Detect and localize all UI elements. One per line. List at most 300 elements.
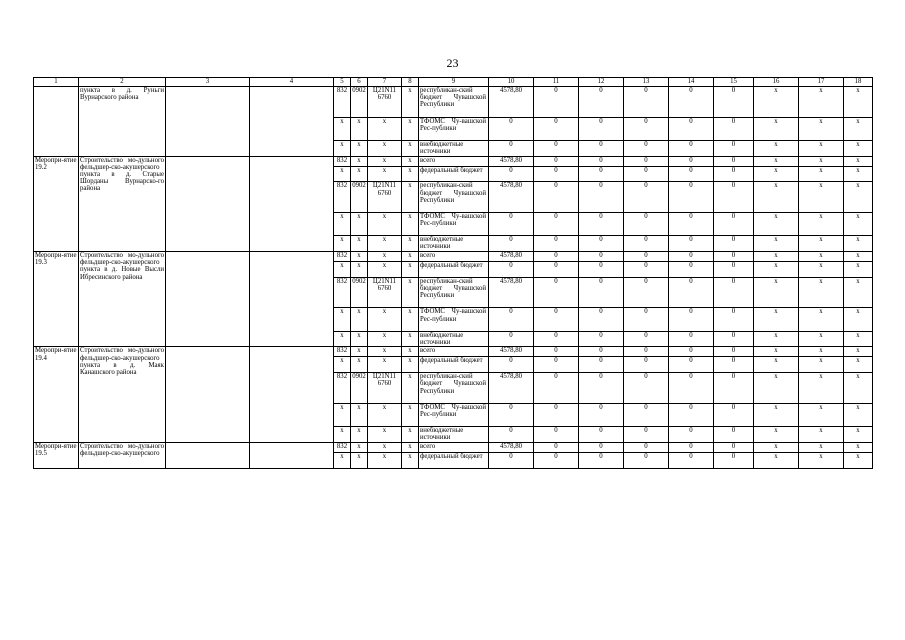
amount-2023: 0 <box>669 403 714 426</box>
funding-source: республикан-ский бюджет Чувашской Республики <box>419 277 489 308</box>
amount-2020: 0 <box>534 251 579 261</box>
csr-code: x <box>368 261 402 277</box>
amount-2026-2030: x <box>799 277 844 308</box>
amount-2025: x <box>754 261 799 277</box>
amount-2024: 0 <box>714 166 754 182</box>
amount-2026-2030: x <box>799 236 844 252</box>
amount-2024: 0 <box>714 347 754 357</box>
amount-2025: x <box>754 140 799 156</box>
csr-code: Ц21N11 6760 <box>368 277 402 308</box>
amount-2021: 0 <box>579 347 624 357</box>
amount-2026-2030: x <box>799 403 844 426</box>
vr-code: x <box>402 140 419 156</box>
column-number: 18 <box>844 78 873 87</box>
csr-code: x <box>368 166 402 182</box>
amount-2021: 0 <box>579 182 624 213</box>
vr-code: x <box>402 442 419 452</box>
amount-2026-2030: x <box>799 426 844 442</box>
rz-pr-code: x <box>351 140 368 156</box>
amount-2031-2035: x <box>844 403 873 426</box>
csr-code: x <box>368 403 402 426</box>
amount-2025: x <box>754 452 799 468</box>
vr-code: x <box>402 251 419 261</box>
column-number: 5 <box>334 78 351 87</box>
amount-2022: 0 <box>624 117 669 140</box>
amount-2019: 0 <box>489 140 534 156</box>
gr-code: x <box>334 452 351 468</box>
amount-2023: 0 <box>669 140 714 156</box>
amount-2020: 0 <box>534 236 579 252</box>
amount-2019: 0 <box>489 452 534 468</box>
amount-2031-2035: x <box>844 182 873 213</box>
amount-2026-2030: x <box>799 331 844 347</box>
amount-2019: 0 <box>489 331 534 347</box>
amount-2019: 4578,80 <box>489 87 534 118</box>
amount-2022: 0 <box>624 347 669 357</box>
amount-2025: x <box>754 347 799 357</box>
funding-source: федеральный бюджет <box>419 261 489 277</box>
amount-2020: 0 <box>534 277 579 308</box>
funding-source: ТФОМС Чу-вашской Рес-публики <box>419 212 489 235</box>
amount-2019: 0 <box>489 357 534 373</box>
amount-2025: x <box>754 166 799 182</box>
amount-2031-2035: x <box>844 357 873 373</box>
amount-2023: 0 <box>669 236 714 252</box>
measure-label <box>34 87 79 157</box>
amount-2022: 0 <box>624 166 669 182</box>
amount-2021: 0 <box>579 442 624 452</box>
gr-code: 832 <box>334 182 351 213</box>
funding-source: федеральный бюджет <box>419 166 489 182</box>
csr-code: x <box>368 140 402 156</box>
amount-2019: 4578,80 <box>489 182 534 213</box>
column-number: 3 <box>166 78 250 87</box>
amount-2020: 0 <box>534 182 579 213</box>
amount-2019: 4578,80 <box>489 442 534 452</box>
amount-2031-2035: x <box>844 331 873 347</box>
table-row <box>34 347 873 357</box>
amount-2026-2030: x <box>799 117 844 140</box>
rz-pr-code: 0902 <box>351 87 368 118</box>
amount-2031-2035: x <box>844 87 873 118</box>
amount-2031-2035: x <box>844 277 873 308</box>
amount-2031-2035: x <box>844 426 873 442</box>
executor-cell <box>166 156 250 251</box>
amount-2026-2030: x <box>799 87 844 118</box>
gr-code: x <box>334 212 351 235</box>
goal-cell <box>250 87 334 157</box>
amount-2026-2030: x <box>799 251 844 261</box>
amount-2021: 0 <box>579 140 624 156</box>
amount-2026-2030: x <box>799 261 844 277</box>
amount-2031-2035: x <box>844 140 873 156</box>
gr-code: 832 <box>334 277 351 308</box>
column-number: 2 <box>79 78 166 87</box>
amount-2021: 0 <box>579 373 624 404</box>
amount-2023: 0 <box>669 261 714 277</box>
amount-2024: 0 <box>714 212 754 235</box>
amount-2025: x <box>754 117 799 140</box>
amount-2024: 0 <box>714 251 754 261</box>
goal-cell <box>250 347 334 442</box>
funding-source: всего <box>419 251 489 261</box>
amount-2026-2030: x <box>799 357 844 373</box>
amount-2020: 0 <box>534 442 579 452</box>
amount-2026-2030: x <box>799 347 844 357</box>
amount-2024: 0 <box>714 442 754 452</box>
amount-2025: x <box>754 87 799 118</box>
amount-2031-2035: x <box>844 117 873 140</box>
amount-2025: x <box>754 236 799 252</box>
csr-code: x <box>368 117 402 140</box>
amount-2025: x <box>754 182 799 213</box>
csr-code: Ц21N11 6760 <box>368 182 402 213</box>
amount-2020: 0 <box>534 357 579 373</box>
vr-code: x <box>402 277 419 308</box>
vr-code: x <box>402 236 419 252</box>
measure-label: Меропри-ятие 19.5 <box>34 442 79 468</box>
funding-source: внебюджетные источники <box>419 331 489 347</box>
funding-source: федеральный бюджет <box>419 357 489 373</box>
amount-2020: 0 <box>534 117 579 140</box>
amount-2021: 0 <box>579 236 624 252</box>
rz-pr-code: x <box>351 156 368 166</box>
amount-2022: 0 <box>624 331 669 347</box>
gr-code: x <box>334 117 351 140</box>
amount-2031-2035: x <box>844 261 873 277</box>
funding-table <box>33 77 873 469</box>
amount-2023: 0 <box>669 373 714 404</box>
funding-source: всего <box>419 156 489 166</box>
amount-2020: 0 <box>534 426 579 442</box>
measure-label: Меропри-ятие 19.3 <box>34 251 79 346</box>
amount-2023: 0 <box>669 87 714 118</box>
vr-code: x <box>402 308 419 331</box>
csr-code: x <box>368 236 402 252</box>
vr-code: x <box>402 452 419 468</box>
funding-source: всего <box>419 347 489 357</box>
amount-2021: 0 <box>579 308 624 331</box>
gr-code: 832 <box>334 251 351 261</box>
column-number: 14 <box>669 78 714 87</box>
amount-2024: 0 <box>714 117 754 140</box>
executor-cell <box>166 347 250 442</box>
goal-cell <box>250 251 334 346</box>
amount-2026-2030: x <box>799 308 844 331</box>
amount-2020: 0 <box>534 87 579 118</box>
gr-code: x <box>334 331 351 347</box>
amount-2026-2030: x <box>799 442 844 452</box>
gr-code: x <box>334 357 351 373</box>
vr-code: x <box>402 87 419 118</box>
rz-pr-code: x <box>351 357 368 373</box>
amount-2024: 0 <box>714 357 754 373</box>
amount-2021: 0 <box>579 331 624 347</box>
amount-2020: 0 <box>534 308 579 331</box>
amount-2025: x <box>754 373 799 404</box>
amount-2021: 0 <box>579 452 624 468</box>
amount-2024: 0 <box>714 373 754 404</box>
amount-2024: 0 <box>714 140 754 156</box>
csr-code: x <box>368 156 402 166</box>
rz-pr-code: 0902 <box>351 182 368 213</box>
gr-code: x <box>334 261 351 277</box>
amount-2020: 0 <box>534 331 579 347</box>
amount-2021: 0 <box>579 156 624 166</box>
amount-2021: 0 <box>579 166 624 182</box>
amount-2021: 0 <box>579 357 624 373</box>
amount-2025: x <box>754 403 799 426</box>
funding-source: всего <box>419 442 489 452</box>
amount-2022: 0 <box>624 156 669 166</box>
gr-code: x <box>334 308 351 331</box>
executor-cell <box>166 442 250 468</box>
gr-code: 832 <box>334 87 351 118</box>
rz-pr-code: x <box>351 308 368 331</box>
rz-pr-code: x <box>351 166 368 182</box>
column-number: 8 <box>402 78 419 87</box>
vr-code: x <box>402 261 419 277</box>
amount-2019: 0 <box>489 426 534 442</box>
vr-code: x <box>402 373 419 404</box>
rz-pr-code: x <box>351 331 368 347</box>
column-number: 12 <box>579 78 624 87</box>
gr-code: x <box>334 166 351 182</box>
vr-code: x <box>402 426 419 442</box>
column-number: 7 <box>368 78 402 87</box>
amount-2020: 0 <box>534 347 579 357</box>
amount-2019: 0 <box>489 236 534 252</box>
funding-source: ТФОМС Чу-вашской Рес-публики <box>419 403 489 426</box>
rz-pr-code: x <box>351 452 368 468</box>
vr-code: x <box>402 331 419 347</box>
amount-2023: 0 <box>669 166 714 182</box>
amount-2024: 0 <box>714 308 754 331</box>
gr-code: x <box>334 140 351 156</box>
amount-2021: 0 <box>579 251 624 261</box>
amount-2022: 0 <box>624 182 669 213</box>
amount-2019: 0 <box>489 212 534 235</box>
amount-2022: 0 <box>624 373 669 404</box>
amount-2031-2035: x <box>844 373 873 404</box>
funding-source: республикан-ский бюджет Чувашской Республики <box>419 182 489 213</box>
amount-2019: 4578,80 <box>489 156 534 166</box>
amount-2031-2035: x <box>844 442 873 452</box>
rz-pr-code: x <box>351 347 368 357</box>
amount-2025: x <box>754 331 799 347</box>
csr-code: x <box>368 452 402 468</box>
column-number: 16 <box>754 78 799 87</box>
amount-2023: 0 <box>669 347 714 357</box>
gr-code: x <box>334 236 351 252</box>
amount-2022: 0 <box>624 140 669 156</box>
amount-2021: 0 <box>579 212 624 235</box>
amount-2025: x <box>754 251 799 261</box>
executor-cell <box>166 251 250 346</box>
amount-2021: 0 <box>579 426 624 442</box>
funding-source: федеральный бюджет <box>419 452 489 468</box>
amount-2022: 0 <box>624 87 669 118</box>
column-number: 9 <box>419 78 489 87</box>
measure-title: Строительство мо-дульного фельдшер-ско-акушерского <box>79 442 166 468</box>
amount-2024: 0 <box>714 87 754 118</box>
column-number: 11 <box>534 78 579 87</box>
amount-2022: 0 <box>624 357 669 373</box>
amount-2022: 0 <box>624 212 669 235</box>
amount-2022: 0 <box>624 277 669 308</box>
amount-2025: x <box>754 442 799 452</box>
amount-2022: 0 <box>624 442 669 452</box>
amount-2026-2030: x <box>799 373 844 404</box>
amount-2019: 0 <box>489 403 534 426</box>
amount-2020: 0 <box>534 373 579 404</box>
amount-2023: 0 <box>669 212 714 235</box>
column-number: 1 <box>34 78 79 87</box>
amount-2023: 0 <box>669 182 714 213</box>
amount-2023: 0 <box>669 156 714 166</box>
goal-cell <box>250 442 334 468</box>
amount-2021: 0 <box>579 117 624 140</box>
csr-code: x <box>368 442 402 452</box>
amount-2024: 0 <box>714 452 754 468</box>
amount-2023: 0 <box>669 357 714 373</box>
amount-2024: 0 <box>714 331 754 347</box>
amount-2019: 0 <box>489 261 534 277</box>
column-number: 10 <box>489 78 534 87</box>
header-row <box>34 78 873 87</box>
funding-source: ТФОМС Чу-вашской Рес-публики <box>419 117 489 140</box>
gr-code: 832 <box>334 156 351 166</box>
amount-2020: 0 <box>534 403 579 426</box>
amount-2020: 0 <box>534 452 579 468</box>
funding-source: республикан-ский бюджет Чувашской Республики <box>419 373 489 404</box>
amount-2031-2035: x <box>844 251 873 261</box>
gr-code: x <box>334 426 351 442</box>
amount-2024: 0 <box>714 403 754 426</box>
gr-code: x <box>334 403 351 426</box>
amount-2021: 0 <box>579 261 624 277</box>
measure-title: Строительство мо-дульного фельдшер-ско-акушерского пункта в д. Маяк Канашского района <box>79 347 166 442</box>
rz-pr-code: x <box>351 426 368 442</box>
amount-2031-2035: x <box>844 347 873 357</box>
measure-title: Строительство мо-дульного фельдшер-ско-акушерского пункта в д. Старые Шорданы Вурнарско-го района <box>79 156 166 251</box>
amount-2022: 0 <box>624 308 669 331</box>
amount-2022: 0 <box>624 403 669 426</box>
measure-title: Строительство мо-дульного фельдшер-ско-акушерского пункта в д. Новые Высли Ибресинского района <box>79 251 166 346</box>
csr-code: Ц21N11 6760 <box>368 373 402 404</box>
amount-2026-2030: x <box>799 182 844 213</box>
executor-cell <box>166 87 250 157</box>
amount-2025: x <box>754 308 799 331</box>
amount-2023: 0 <box>669 442 714 452</box>
funding-source: внебюджетные источники <box>419 140 489 156</box>
csr-code: x <box>368 251 402 261</box>
amount-2025: x <box>754 277 799 308</box>
column-number: 6 <box>351 78 368 87</box>
vr-code: x <box>402 182 419 213</box>
funding-source: ТФОМС Чу-вашской Рес-публики <box>419 308 489 331</box>
gr-code: 832 <box>334 442 351 452</box>
rz-pr-code: x <box>351 117 368 140</box>
measure-title: пункта в д. Руньги Вурнарского района <box>79 87 166 157</box>
amount-2024: 0 <box>714 426 754 442</box>
gr-code: 832 <box>334 347 351 357</box>
amount-2023: 0 <box>669 277 714 308</box>
amount-2019: 0 <box>489 308 534 331</box>
amount-2024: 0 <box>714 277 754 308</box>
csr-code: x <box>368 426 402 442</box>
vr-code: x <box>402 156 419 166</box>
amount-2019: 4578,80 <box>489 347 534 357</box>
table-row <box>34 251 873 261</box>
amount-2026-2030: x <box>799 166 844 182</box>
amount-2031-2035: x <box>844 156 873 166</box>
amount-2023: 0 <box>669 251 714 261</box>
amount-2020: 0 <box>534 261 579 277</box>
vr-code: x <box>402 347 419 357</box>
table-row <box>34 156 873 166</box>
amount-2023: 0 <box>669 117 714 140</box>
amount-2025: x <box>754 426 799 442</box>
amount-2026-2030: x <box>799 156 844 166</box>
goal-cell <box>250 156 334 251</box>
rz-pr-code: x <box>351 403 368 426</box>
amount-2019: 0 <box>489 117 534 140</box>
amount-2031-2035: x <box>844 308 873 331</box>
column-number: 15 <box>714 78 754 87</box>
csr-code: x <box>368 331 402 347</box>
amount-2022: 0 <box>624 452 669 468</box>
amount-2025: x <box>754 357 799 373</box>
amount-2019: 4578,80 <box>489 277 534 308</box>
amount-2024: 0 <box>714 261 754 277</box>
csr-code: x <box>368 357 402 373</box>
amount-2020: 0 <box>534 212 579 235</box>
csr-code: x <box>368 347 402 357</box>
amount-2026-2030: x <box>799 212 844 235</box>
vr-code: x <box>402 212 419 235</box>
amount-2023: 0 <box>669 308 714 331</box>
rz-pr-code: 0902 <box>351 277 368 308</box>
table-body <box>34 78 873 469</box>
measure-label: Меропри-ятие 19.2 <box>34 156 79 251</box>
funding-source: республикан-ский бюджет Чувашской Республики <box>419 87 489 118</box>
amount-2019: 4578,80 <box>489 373 534 404</box>
amount-2022: 0 <box>624 426 669 442</box>
amount-2022: 0 <box>624 236 669 252</box>
amount-2021: 0 <box>579 403 624 426</box>
rz-pr-code: x <box>351 212 368 235</box>
measure-label: Меропри-ятие 19.4 <box>34 347 79 442</box>
amount-2021: 0 <box>579 277 624 308</box>
csr-code: x <box>368 212 402 235</box>
table-row <box>34 87 873 118</box>
amount-2025: x <box>754 156 799 166</box>
amount-2019: 0 <box>489 166 534 182</box>
rz-pr-code: 0902 <box>351 373 368 404</box>
amount-2020: 0 <box>534 156 579 166</box>
amount-2031-2035: x <box>844 212 873 235</box>
amount-2023: 0 <box>669 426 714 442</box>
amount-2031-2035: x <box>844 452 873 468</box>
amount-2022: 0 <box>624 261 669 277</box>
funding-source: внебюджетные источники <box>419 426 489 442</box>
amount-2024: 0 <box>714 182 754 213</box>
table-row <box>34 442 873 452</box>
amount-2020: 0 <box>534 140 579 156</box>
amount-2026-2030: x <box>799 452 844 468</box>
amount-2024: 0 <box>714 156 754 166</box>
